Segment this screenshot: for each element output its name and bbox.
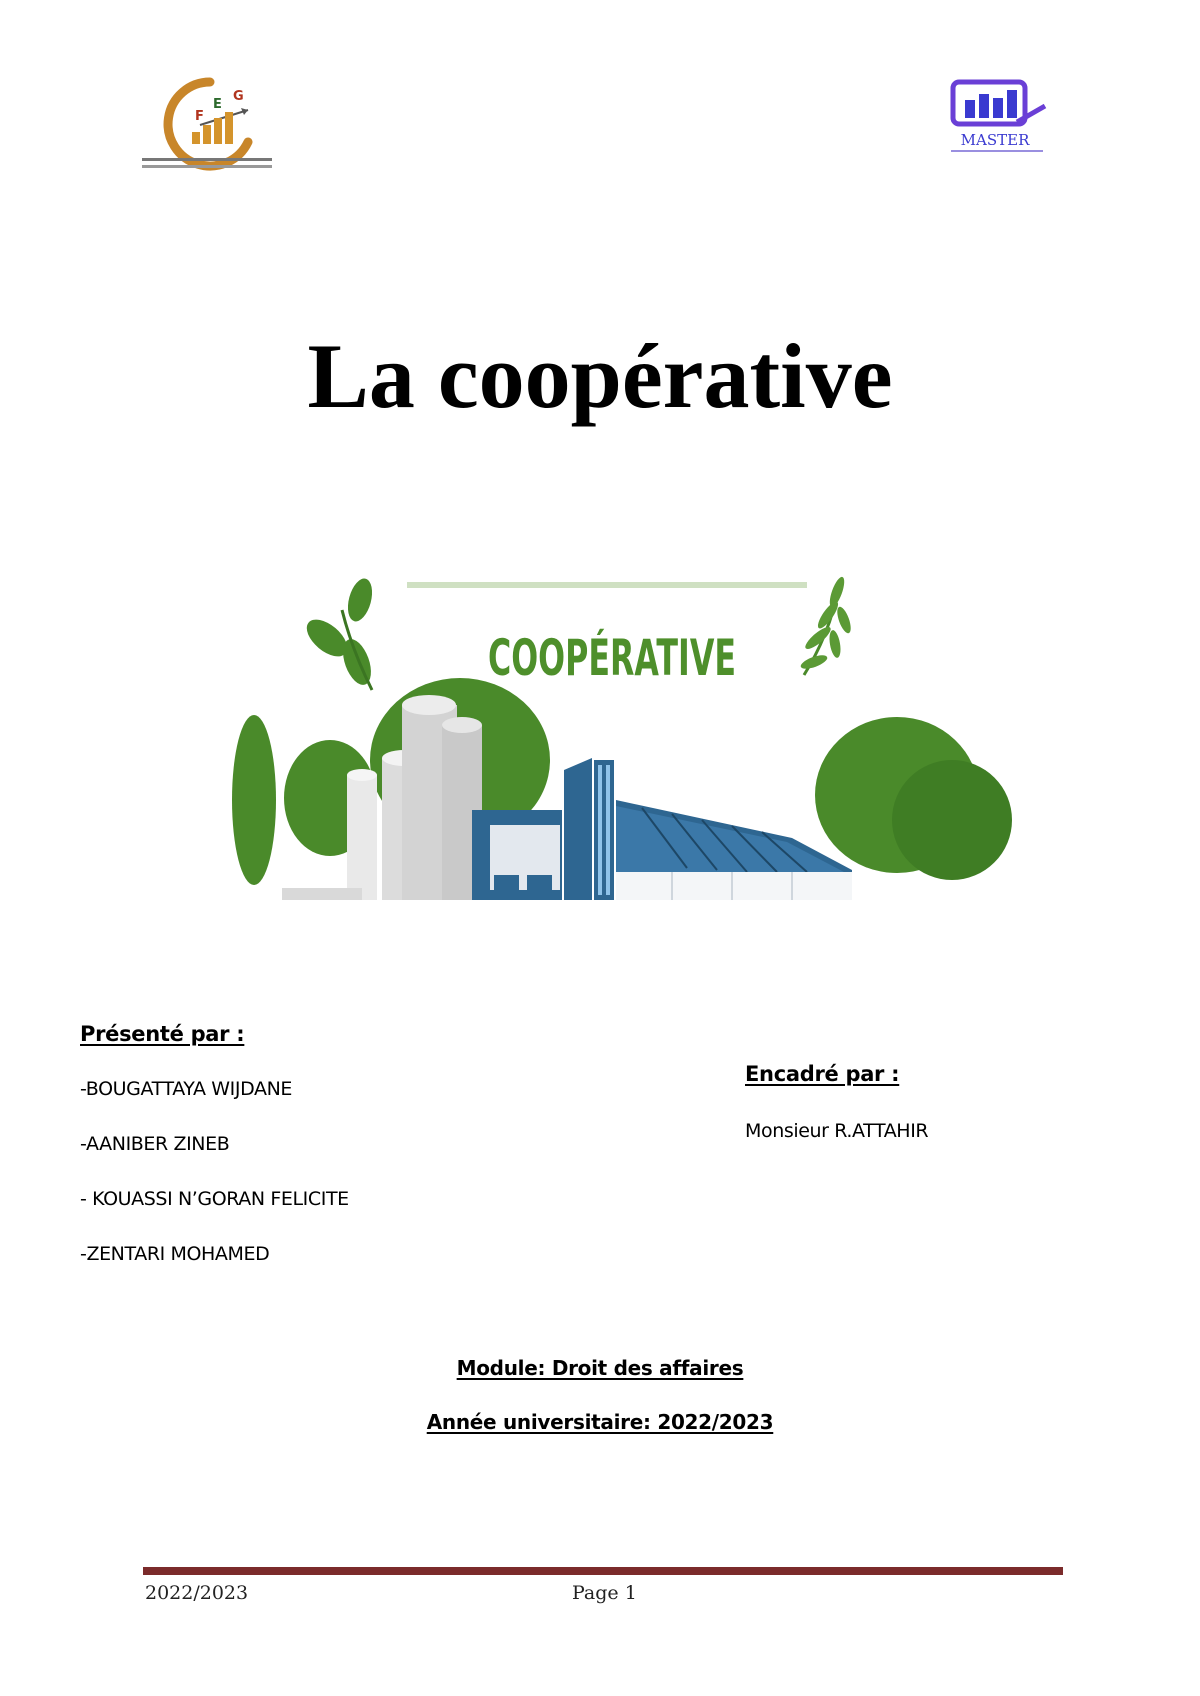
- cooperative-illustration: [232, 570, 1012, 900]
- presented-by-label: Présenté par :: [80, 1022, 245, 1046]
- presenters-list: [80, 1078, 349, 1298]
- faculty-logo: [140, 70, 280, 180]
- document-title: La coopérative: [307, 325, 893, 427]
- svg-text:F: F: [195, 109, 204, 124]
- module-line: [0, 1356, 1200, 1381]
- supervisor-name: Monsieur R.ATTAHIR: [745, 1120, 929, 1142]
- svg-text:G: G: [233, 89, 244, 104]
- presenter-name: -AANIBER ZINEB: [80, 1133, 230, 1155]
- presenter-name: -BOUGATTAYA WIJDANE: [80, 1078, 292, 1100]
- supervised-by-label: Encadré par :: [745, 1062, 900, 1086]
- academic-year-line: [0, 1410, 1200, 1435]
- master-logo: [945, 78, 1055, 158]
- master-logo-text: MASTER: [960, 131, 1030, 149]
- illustration-heading: COOPÉRATIVE: [488, 629, 880, 687]
- footer-year: 2022/2023: [145, 1582, 249, 1604]
- svg-text:E: E: [213, 97, 222, 112]
- presenter-name: - KOUASSI N’GORAN FELICITE: [80, 1188, 349, 1210]
- leaf-left-icon: [300, 576, 376, 690]
- leaf-right-icon: [799, 575, 853, 675]
- presenter-name: -ZENTARI MOHAMED: [80, 1243, 270, 1265]
- module-text: Module: Droit des affaires: [456, 1356, 744, 1380]
- academic-year-text: Année universitaire: 2022/2023: [426, 1410, 774, 1434]
- page-number: Page 1: [572, 1582, 637, 1604]
- footer-rule: [143, 1567, 1063, 1575]
